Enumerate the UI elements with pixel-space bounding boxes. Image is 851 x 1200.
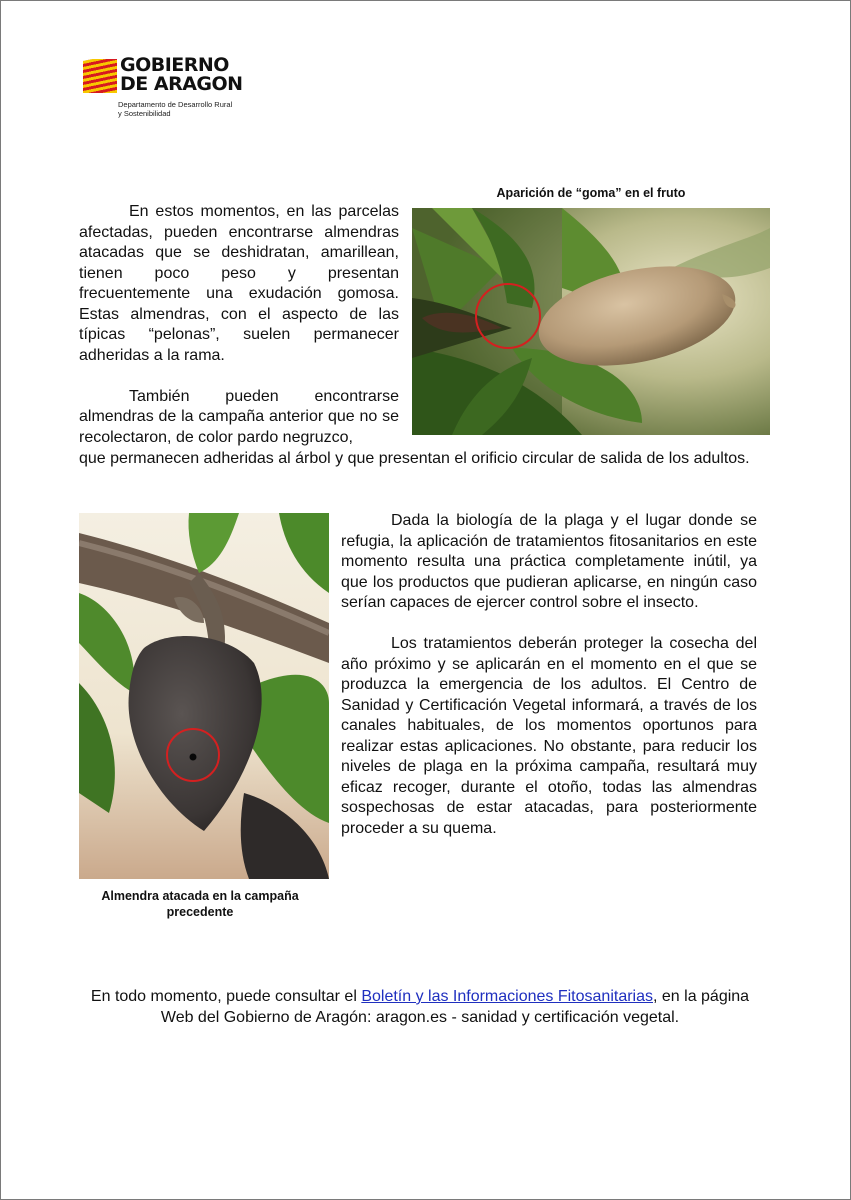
top-photo-caption: Aparición de “goma” en el fruto xyxy=(496,186,686,200)
footer-suffix: , en la página Web del Gobierno de Aragón: aragon.es - sanidad y certificación vegetal. xyxy=(160,988,750,1026)
aragon-flag-icon xyxy=(83,59,117,93)
almond-gum-photo xyxy=(412,208,770,435)
attacked-almond-photo xyxy=(79,513,329,879)
logo-wordmark: GOBIERNO DE ARAGON xyxy=(120,54,243,95)
paragraph-2a: También pueden encontrarse almendras de la campaña anterior que no se recolectaron, de color pardo negruzco, xyxy=(79,387,399,446)
gobierno-aragon-logo xyxy=(83,54,263,122)
boletin-link[interactable]: Boletín y las Informaciones Fitosanitarias xyxy=(361,988,653,1005)
footer-note xyxy=(80,986,760,1028)
footer-prefix: En todo momento, puede consultar el xyxy=(90,988,362,1005)
text-column-top xyxy=(79,202,399,448)
paragraph-2b: que permanecen adheridas al árbol y que presentan el orificio circular de salida de los adultos. xyxy=(79,450,750,467)
text-column-bottom xyxy=(341,511,757,839)
paragraph-3: Dada la biología de la plaga y el lugar donde se refugia, la aplicación de tratamientos fitosanitarios en este momento resulta una práctica completamente inútil, ya que los productos que pudieran aplicarse, en ningún caso serían capaces de ejercer control sobre el insecto. xyxy=(341,512,757,611)
paragraph-4: Los tratamientos deberán proteger la cosecha del año próximo y se aplicarán en el momento en el que se produzca la emergencia de los adultos. El Centro de Sanidad y Certificación Vegetal informará, a través de los canales habituales, de los momentos oportunos para realizar estas aplicaciones. No obstante, para reducir los niveles de plaga en la próxima campaña, resultará muy eficaz recoger, durante el otoño, todas las almendras sospechosas de estar atacadas, para posteriormente proceder a su quema. xyxy=(341,635,757,837)
text-fullwidth xyxy=(79,449,757,470)
paragraph-1: En estos momentos, en las parcelas afectadas, pueden encontrarse almendras atacadas que se deshidratan, amarillean, tienen poco peso y presentan frecuentemente una exudación gomosa. Estas almendras, con el aspecto de las típicas “pelonas”, suelen permanecer adheridas a la rama. xyxy=(79,203,399,364)
bottom-photo-caption: Almendra atacada en la campaña precedente xyxy=(101,889,299,919)
department-name: Departamento de Desarrollo Rural y Sostenibilidad xyxy=(118,100,233,118)
